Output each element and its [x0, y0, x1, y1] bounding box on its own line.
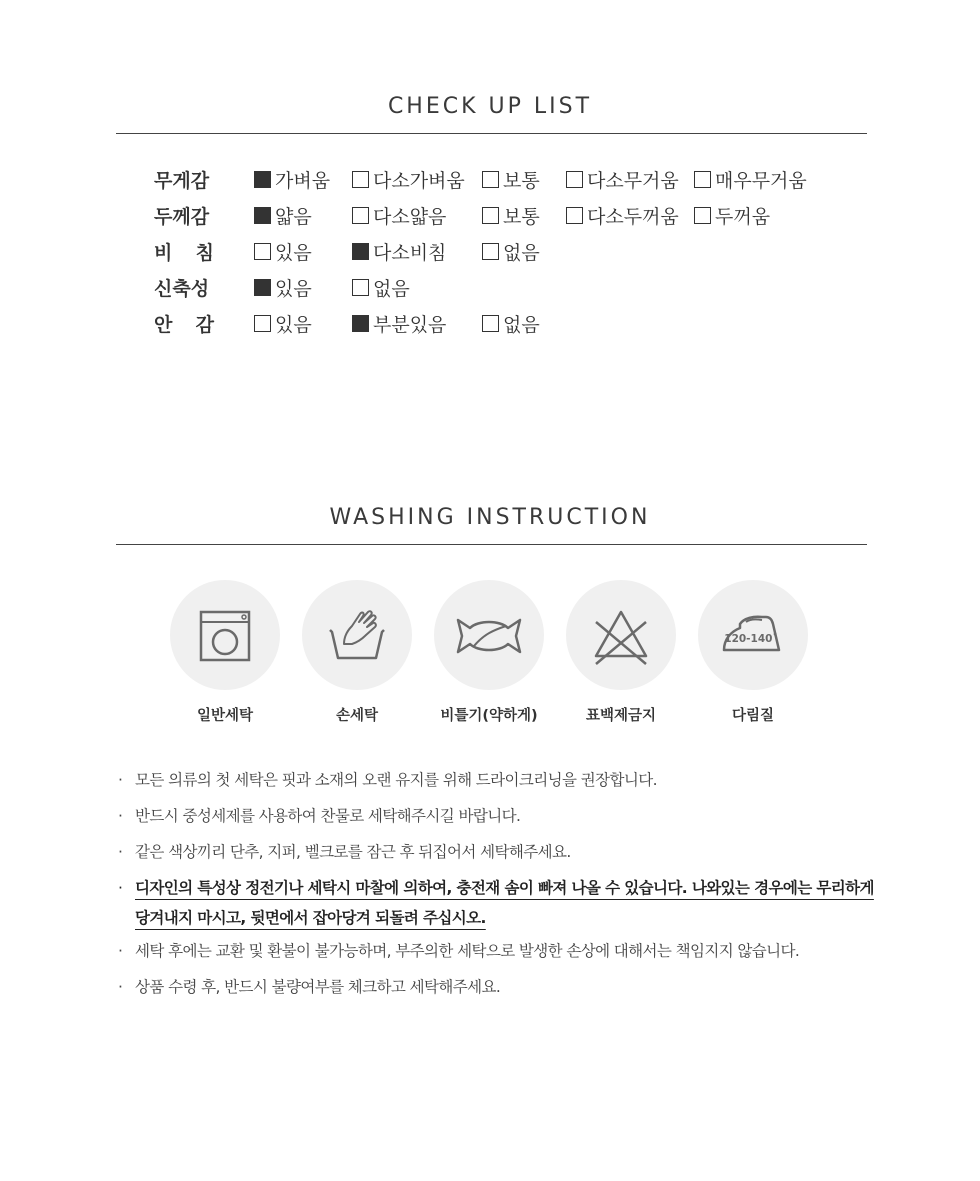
check-option-label: 두꺼움 [715, 206, 771, 228]
note-text: 상품 수령 후, 반드시 불량여부를 체크하고 세탁해주세요. [135, 978, 501, 996]
empty-box-icon [352, 171, 369, 188]
wash-label: 표백제금지 [585, 708, 657, 724]
check-option [482, 310, 540, 337]
check-option [352, 166, 465, 193]
checkup-title: CHECK UP LIST [387, 94, 593, 119]
empty-box-icon [694, 171, 711, 188]
note-text: 모든 의류의 첫 세탁은 핏과 소재의 오랜 유지를 위해 드라이크리닝을 권장합니다. [135, 771, 657, 789]
check-option [352, 274, 410, 301]
check-option-label: 다소무거움 [587, 170, 679, 192]
empty-box-icon [482, 243, 499, 260]
checked-box-icon [254, 279, 271, 296]
note-item [118, 770, 878, 790]
washing-divider [116, 544, 867, 545]
empty-box-icon [482, 171, 499, 188]
check-option [566, 202, 679, 229]
check-row-label: 신축성 [154, 278, 210, 300]
empty-box-icon [566, 207, 583, 224]
iron-icon [698, 580, 808, 690]
wash-item-machine [170, 580, 280, 725]
washing-title: WASHING INSTRUCTION [329, 505, 651, 530]
empty-box-icon [482, 315, 499, 332]
check-option-label: 보통 [503, 206, 540, 228]
note-item [118, 806, 878, 826]
empty-box-icon [254, 243, 271, 260]
check-option-label: 있음 [275, 242, 312, 264]
note-item [118, 842, 878, 862]
note-text: 같은 색상끼리 단추, 지퍼, 벨크로를 잠근 후 뒤집어서 세탁해주세요. [135, 843, 571, 861]
wash-item-bleach [566, 580, 676, 725]
check-option-label: 부분있음 [373, 314, 447, 336]
check-option [352, 202, 446, 229]
gentle-wring-icon [434, 580, 544, 690]
checkup-list [154, 162, 854, 342]
check-row [154, 162, 854, 198]
bullet: · [118, 843, 123, 861]
check-option-label: 없음 [373, 278, 410, 300]
check-option-label: 가벼움 [275, 170, 331, 192]
check-option [254, 202, 312, 229]
no-bleach-icon [566, 580, 676, 690]
wash-label: 손세탁 [335, 708, 379, 724]
care-notes [118, 770, 878, 1013]
check-option [254, 166, 330, 193]
iron-temperature: 120-140˚ [724, 633, 778, 645]
wash-item-wring [434, 580, 544, 725]
bullet: · [118, 807, 123, 825]
bullet: · [118, 879, 123, 897]
check-option-label: 없음 [503, 314, 540, 336]
checked-box-icon [352, 243, 369, 260]
empty-box-icon [352, 207, 369, 224]
check-row [154, 306, 854, 342]
check-row-label: 두께감 [154, 206, 210, 228]
empty-box-icon [254, 315, 271, 332]
check-row [154, 234, 854, 270]
check-option-label: 다소가벼움 [373, 170, 465, 192]
check-option [254, 310, 312, 337]
check-row [154, 198, 854, 234]
checked-box-icon [254, 171, 271, 188]
check-option [254, 238, 312, 265]
bullet: · [118, 942, 123, 960]
wash-label: 다림질 [731, 708, 775, 724]
check-option [352, 238, 446, 265]
note-text: 세탁 후에는 교환 및 환불이 불가능하며, 부주의한 세탁으로 발생한 손상에 대해서는 책임지지 않습니다. [135, 942, 800, 960]
check-option-label: 없음 [503, 242, 540, 264]
check-row-label: 비 침 [154, 242, 214, 264]
hand-wash-icon [302, 580, 412, 690]
check-option [694, 202, 770, 229]
check-option [482, 238, 540, 265]
check-option-label: 매우무거움 [715, 170, 807, 192]
check-option [482, 166, 540, 193]
check-option [694, 166, 807, 193]
check-option [254, 274, 312, 301]
wash-label: 일반세탁 [196, 708, 254, 724]
note-text: 반드시 중성세제를 사용하여 찬물로 세탁해주시길 바랍니다. [135, 807, 521, 825]
checked-box-icon [254, 207, 271, 224]
bullet: · [118, 978, 123, 996]
empty-box-icon [566, 171, 583, 188]
check-option-label: 다소두꺼움 [587, 206, 679, 228]
check-row [154, 270, 854, 306]
check-option-label: 다소얇음 [373, 206, 447, 228]
checked-box-icon [352, 315, 369, 332]
note-item-emphasis [118, 873, 878, 933]
note-item [118, 941, 878, 961]
washing-machine-icon [170, 580, 280, 690]
check-row-label: 무게감 [154, 170, 210, 192]
note-text: 디자인의 특성상 정전기나 세탁시 마찰에 의하여, 충전재 솜이 빠져 나올 수 있습니다. 나와있는 경우에는 무리하게 당겨내지 마시고, 뒷면에서 잡아당겨 되돌려 주십시오. [135, 879, 874, 927]
empty-box-icon [352, 279, 369, 296]
check-row-label: 안 감 [154, 314, 214, 336]
empty-box-icon [694, 207, 711, 224]
check-option-label: 있음 [275, 278, 312, 300]
checkup-divider [116, 133, 867, 134]
bullet: · [118, 771, 123, 789]
check-option-label: 있음 [275, 314, 312, 336]
check-option-label: 얇음 [275, 206, 312, 228]
wash-item-hand [302, 580, 412, 725]
check-option-label: 다소비침 [373, 242, 447, 264]
empty-box-icon [482, 207, 499, 224]
check-option [566, 166, 679, 193]
check-option [482, 202, 540, 229]
check-option-label: 보통 [503, 170, 540, 192]
note-item [118, 977, 878, 997]
check-option [352, 310, 446, 337]
wash-label: 비틀기(약하게) [440, 708, 538, 724]
wash-item-iron [698, 580, 808, 725]
